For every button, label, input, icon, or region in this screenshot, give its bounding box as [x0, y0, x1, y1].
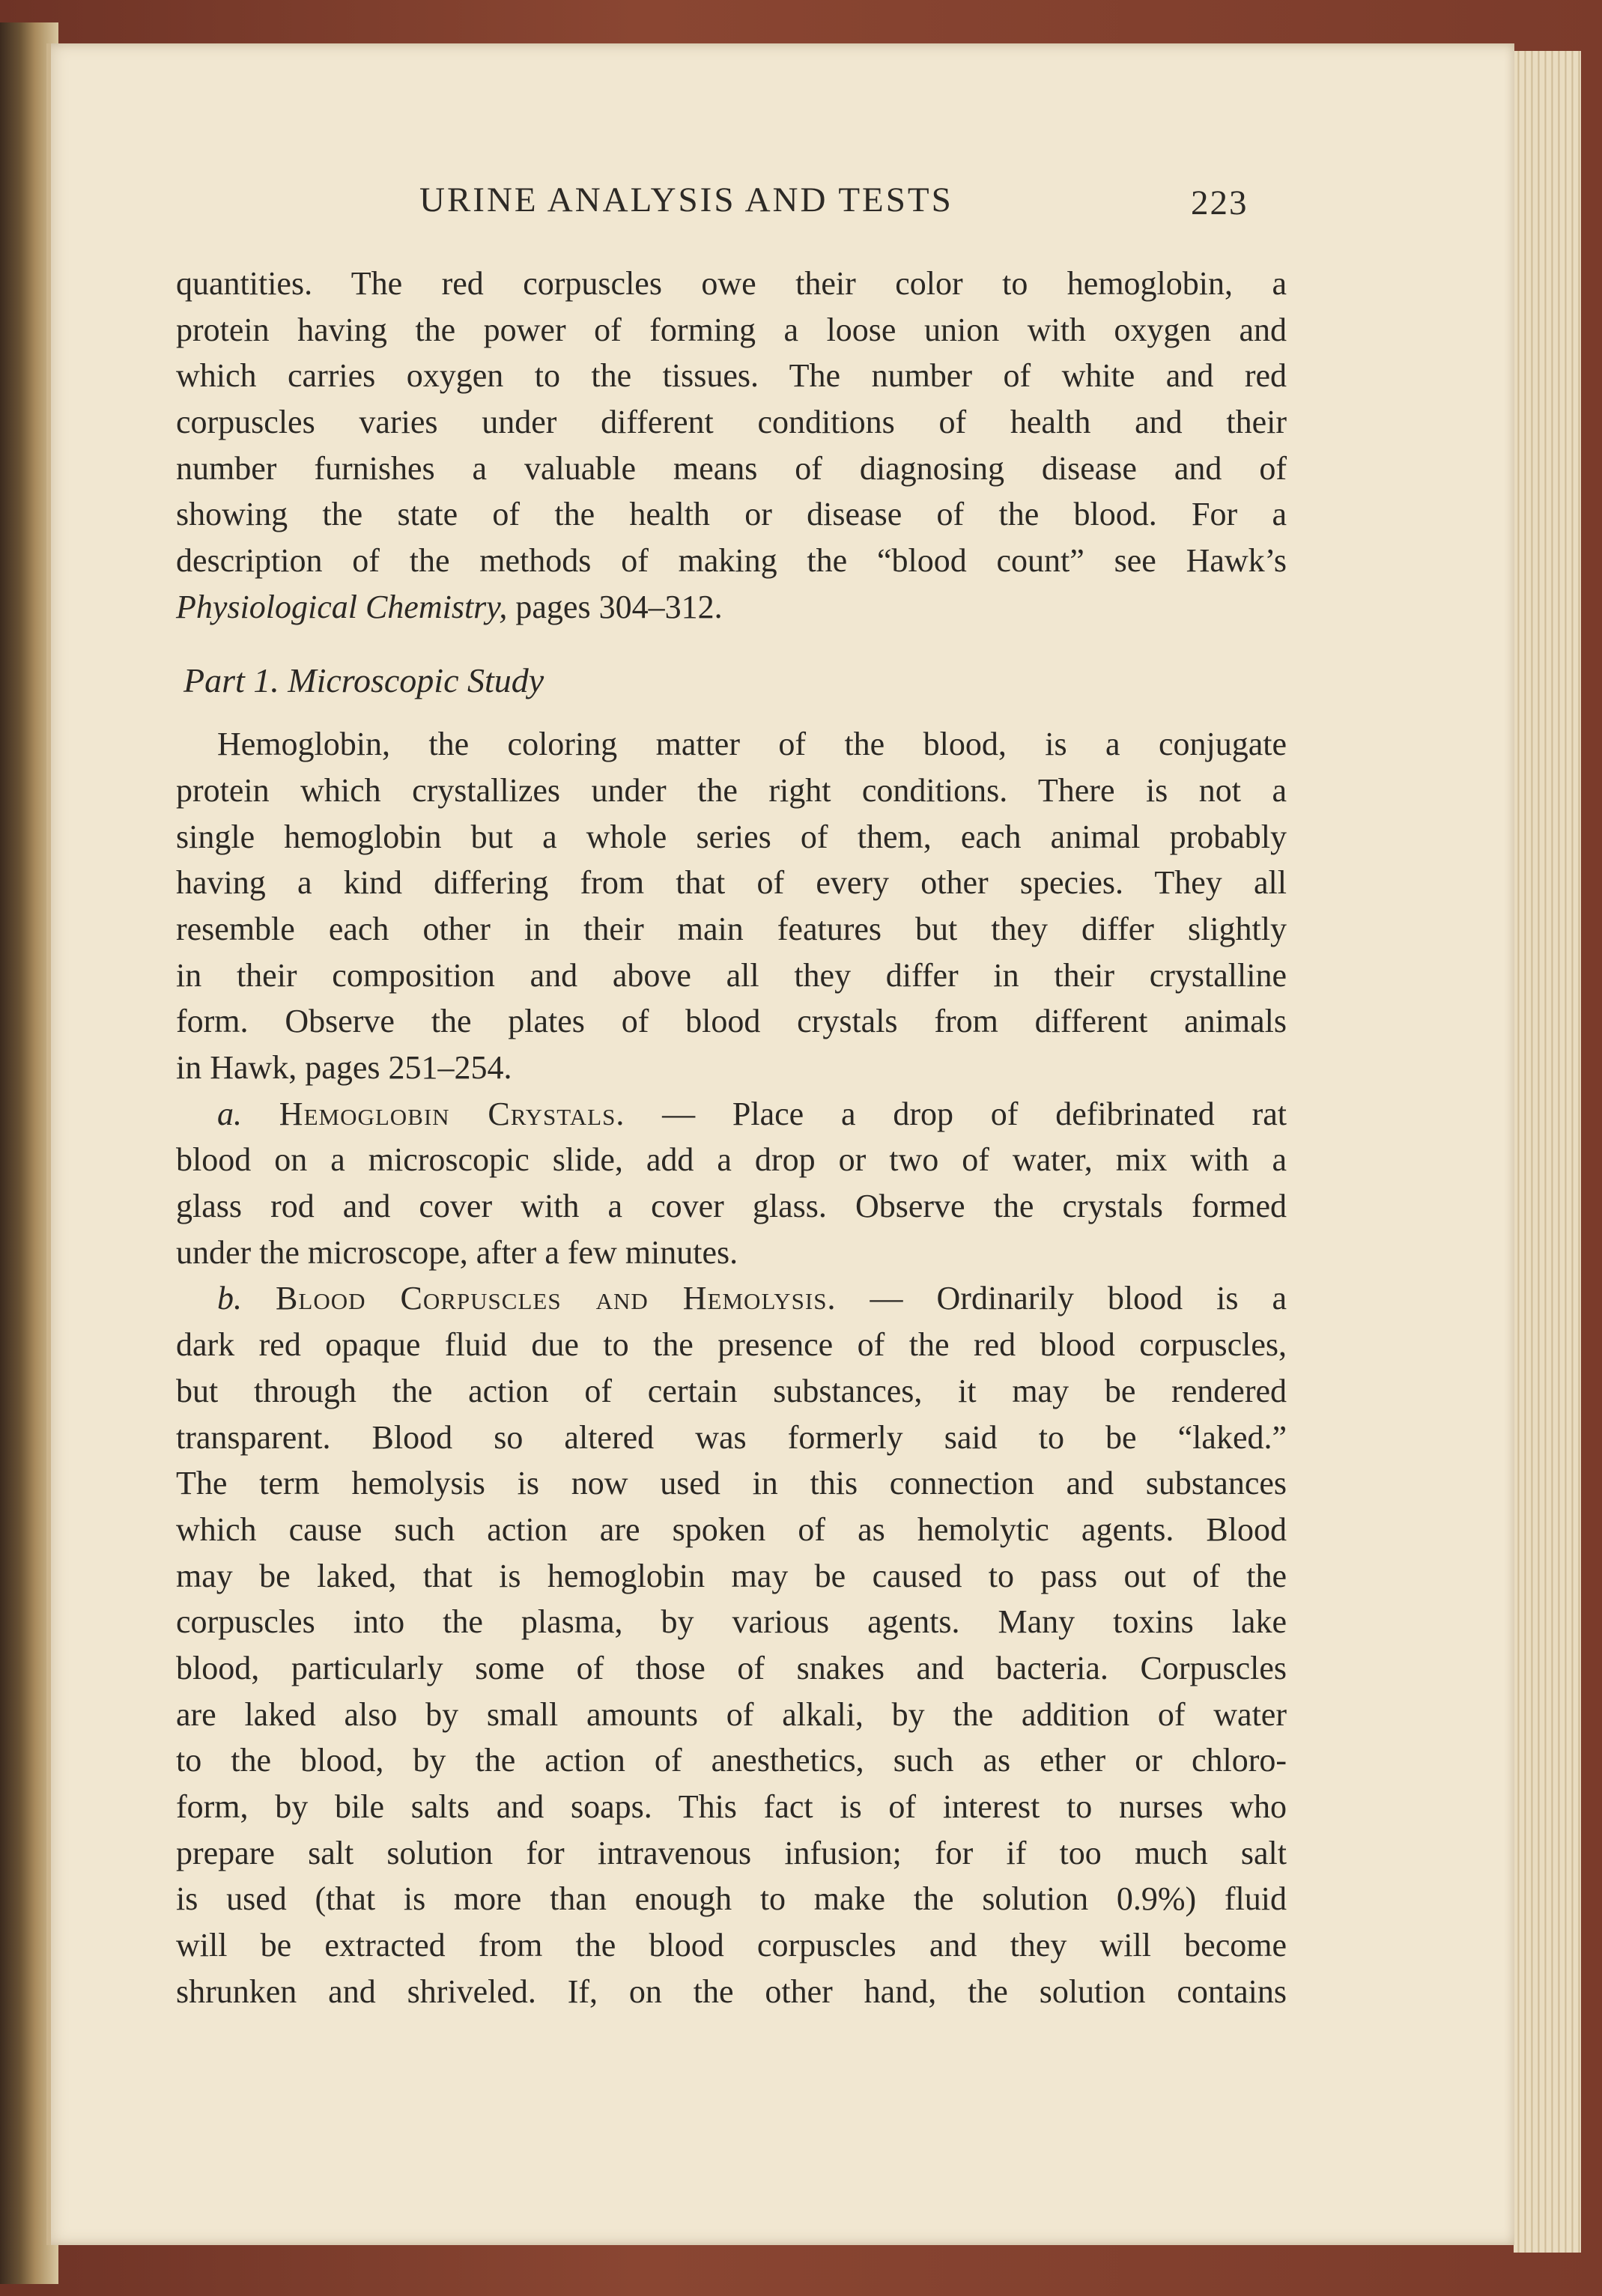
text-line: corpuscles varies under different conditions of health and their	[176, 404, 1287, 441]
text-line: blood, particularly some of those of snakes and bacteria. Corpuscles	[176, 1649, 1287, 1686]
text-line: number furnishes a valuable means of diagnosing disease and of	[176, 449, 1287, 487]
text-line: transparent. Blood so altered was formerly said to be “laked.”	[176, 1418, 1287, 1456]
paragraph-hemoglobin	[176, 721, 1287, 1091]
text-line: quantities. The red corpuscles owe their color to hemoglobin, a	[176, 265, 1287, 302]
text-line: having a kind differing from that of every other species. They all	[176, 864, 1287, 902]
text-line: The term hemolysis is now used in this connection and substances	[176, 1465, 1287, 1502]
text-line: form, by bile salts and soaps. This fact is of interest to nurses who	[176, 1788, 1287, 1825]
text-line: single hemoglobin but a whole series of them, each animal probably	[176, 818, 1287, 855]
text-line: which carries oxygen to the tissues. The number of white and red	[176, 357, 1287, 395]
item-text: — Ordinarily blood is a	[836, 1280, 1287, 1317]
text-line: corpuscles into the plasma, by various agents. Many toxins lake	[176, 1603, 1287, 1641]
item-title: Blood Corpuscles and Hemolysis.	[276, 1280, 837, 1317]
body-text	[176, 261, 1287, 2014]
item-text: — Place a drop of defibrinated rat	[625, 1095, 1287, 1132]
text-line: but through the action of certain substances, it may be rendered	[176, 1372, 1287, 1409]
text-line	[176, 1275, 1287, 1322]
page-edges	[1514, 51, 1581, 2253]
text-line: is used (that is more than enough to make the solution 0.9%) fluid	[176, 1880, 1287, 1918]
text-line: may be laked, that is hemoglobin may be caused to pass out of the	[176, 1557, 1287, 1594]
text-line: are laked also by small amounts of alkali, by the addition of water	[176, 1695, 1287, 1733]
book-title-reference: Physiological Chemistry,	[176, 588, 508, 625]
text-line: showing the state of the health or disease of the blood. For a	[176, 496, 1287, 533]
text-line: which cause such action are spoken of as hemolytic agents. Blood	[176, 1510, 1287, 1548]
text-line	[176, 584, 1287, 631]
item-title: Hemoglobin Crystals.	[279, 1095, 625, 1132]
text-line: will be extracted from the blood corpuscles and they will become	[176, 1927, 1287, 1964]
text-line: Hemoglobin, the coloring matter of the blood, is a conjugate	[217, 726, 1287, 763]
paragraph-blood-corpuscles	[176, 1275, 1287, 2014]
page-number: 223	[1191, 183, 1248, 222]
text-line	[176, 1091, 1287, 1138]
text-line: protein having the power of forming a loose union with oxygen and	[176, 311, 1287, 348]
item-label: b.	[217, 1280, 242, 1317]
text-line: under the microscope, after a few minutes.	[176, 1233, 738, 1271]
text-line: protein which crystallizes under the right conditions. There is not a	[176, 771, 1287, 809]
running-head-title: URINE ANALYSIS AND TESTS	[419, 180, 953, 219]
page-reference: pages 304–312.	[507, 588, 723, 625]
text-line: dark red opaque fluid due to the presence of the red blood corpuscles,	[176, 1326, 1287, 1364]
text-line: form. Observe the plates of blood crystals from different animals	[176, 1003, 1287, 1040]
section-heading: Part 1. Microscopic Study	[183, 660, 544, 699]
text-line: shrunken and shriveled. If, on the other hand, the solution contains	[176, 1972, 1287, 2010]
text-line: glass rod and cover with a cover glass. Observe the crystals formed	[176, 1188, 1287, 1225]
gutter-edge	[46, 43, 51, 2245]
text-line: to the blood, by the action of anesthetics, such as ether or chloro-	[176, 1742, 1287, 1779]
paragraph-intro	[176, 261, 1287, 631]
text-line: in Hawk, pages 251–254.	[176, 1049, 512, 1086]
text-line: blood on a microscopic slide, add a drop or two of water, mix with a	[176, 1141, 1287, 1179]
text-line: resemble each other in their main features but they differ slightly	[176, 910, 1287, 947]
text-line: description of the methods of making the “blood count” see Hawk’s	[176, 542, 1287, 580]
text-line: in their composition and above all they differ in their crystalline	[176, 956, 1287, 994]
paragraph-hemoglobin-crystals	[176, 1091, 1287, 1276]
item-label: a.	[217, 1095, 242, 1132]
text-line: prepare salt solution for intravenous infusion; for if too much salt	[176, 1834, 1287, 1871]
